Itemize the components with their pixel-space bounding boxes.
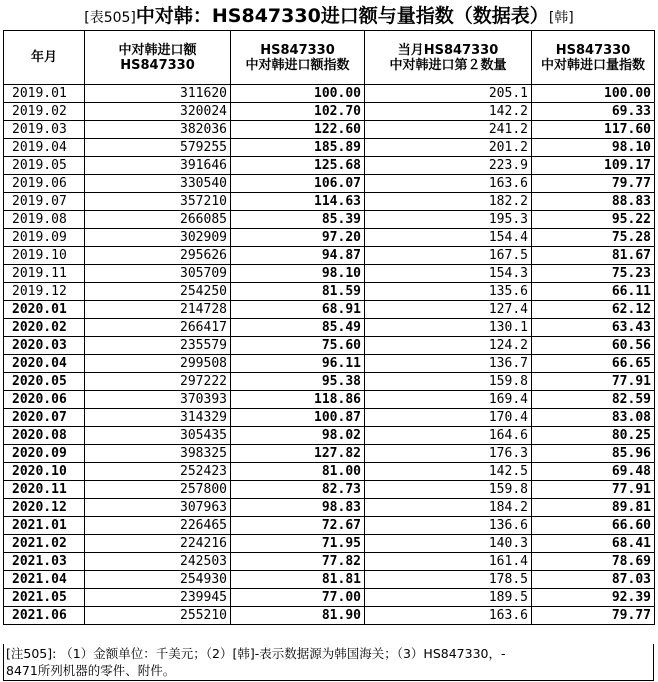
cell-month: 2019.02: [4, 103, 85, 121]
cell-quantity: 164.6: [365, 427, 532, 445]
cell-quantity-index: 87.03: [532, 571, 655, 589]
cell-quantity: 136.7: [365, 355, 532, 373]
cell-quantity-index: 62.12: [532, 301, 655, 319]
cell-value-index: 81.00: [231, 463, 365, 481]
cell-month: 2020.10: [4, 463, 85, 481]
cell-quantity-index: 75.23: [532, 265, 655, 283]
cell-month: 2019.09: [4, 229, 85, 247]
cell-month: 2020.05: [4, 373, 85, 391]
cell-value-index: 75.60: [231, 337, 365, 355]
table-row: [4, 193, 655, 211]
table-row: [4, 265, 655, 283]
source-tag: [韩]: [548, 10, 574, 26]
cell-month: 2020.06: [4, 391, 85, 409]
table-row: [4, 283, 655, 301]
cell-month: 2019.10: [4, 247, 85, 265]
cell-quantity: 154.3: [365, 265, 532, 283]
cell-quantity: 201.2: [365, 139, 532, 157]
cell-month: 2019.08: [4, 211, 85, 229]
cell-quantity-index: 80.25: [532, 427, 655, 445]
cell-import-value: 266085: [85, 211, 231, 229]
cell-month: 2021.06: [4, 607, 85, 625]
cell-import-value: 239945: [85, 589, 231, 607]
cell-month: 2019.12: [4, 283, 85, 301]
cell-quantity-index: 100.00: [532, 85, 655, 103]
footnote-line-2: 8471所列机器的零件、附件。: [6, 663, 176, 678]
cell-import-value: 302909: [85, 229, 231, 247]
cell-quantity: 195.3: [365, 211, 532, 229]
cell-quantity: 127.4: [365, 301, 532, 319]
table-row: [4, 553, 655, 571]
cell-import-value: 330540: [85, 175, 231, 193]
cell-quantity-index: 66.65: [532, 355, 655, 373]
cell-import-value: 320024: [85, 103, 231, 121]
cell-import-value: 299508: [85, 355, 231, 373]
cell-month: 2020.09: [4, 445, 85, 463]
page-title: [0, 0, 658, 30]
header-value-index: [231, 31, 365, 85]
cell-import-value: 254930: [85, 571, 231, 589]
header-line: 当月HS847330: [397, 42, 499, 58]
cell-quantity-index: 69.48: [532, 463, 655, 481]
cell-import-value: 242503: [85, 553, 231, 571]
cell-month: 2021.04: [4, 571, 85, 589]
table-row: [4, 499, 655, 517]
cell-value-index: 98.10: [231, 265, 365, 283]
cell-value-index: 81.90: [231, 607, 365, 625]
cell-month: 2021.03: [4, 553, 85, 571]
table-tag: [表505]: [84, 10, 136, 26]
cell-month: 2020.11: [4, 481, 85, 499]
cell-quantity: 142.2: [365, 103, 532, 121]
table-body: [4, 85, 655, 625]
footnote: [3, 644, 654, 681]
table-row: [4, 121, 655, 139]
cell-import-value: 305435: [85, 427, 231, 445]
cell-quantity: 163.6: [365, 607, 532, 625]
table-row: [4, 211, 655, 229]
cell-quantity-index: 98.10: [532, 139, 655, 157]
cell-month: 2020.01: [4, 301, 85, 319]
header-row: [4, 31, 655, 85]
cell-value-index: 85.49: [231, 319, 365, 337]
cell-quantity-index: 77.91: [532, 481, 655, 499]
cell-quantity-index: 69.33: [532, 103, 655, 121]
cell-quantity-index: 68.41: [532, 535, 655, 553]
cell-quantity: 159.8: [365, 481, 532, 499]
cell-quantity-index: 60.56: [532, 337, 655, 355]
cell-month: 2021.01: [4, 517, 85, 535]
cell-quantity: 136.6: [365, 517, 532, 535]
table-row: [4, 589, 655, 607]
cell-value-index: 82.73: [231, 481, 365, 499]
header-line: 中对韩进口额指数: [245, 57, 350, 73]
cell-quantity-index: 85.96: [532, 445, 655, 463]
table-row: [4, 229, 655, 247]
cell-value-index: 114.63: [231, 193, 365, 211]
cell-quantity: 154.4: [365, 229, 532, 247]
cell-value-index: 68.91: [231, 301, 365, 319]
cell-quantity: 140.3: [365, 535, 532, 553]
cell-month: 2020.12: [4, 499, 85, 517]
cell-quantity: 189.5: [365, 589, 532, 607]
cell-month: 2019.01: [4, 85, 85, 103]
cell-quantity: 241.2: [365, 121, 532, 139]
header-import-value: [85, 31, 231, 85]
header-quantity-index: [532, 31, 655, 85]
table-row: [4, 301, 655, 319]
cell-import-value: 214728: [85, 301, 231, 319]
cell-value-index: 100.87: [231, 409, 365, 427]
table-row: [4, 157, 655, 175]
cell-value-index: 81.81: [231, 571, 365, 589]
table-row: [4, 175, 655, 193]
cell-quantity-index: 83.08: [532, 409, 655, 427]
cell-quantity: 167.5: [365, 247, 532, 265]
cell-import-value: 295626: [85, 247, 231, 265]
cell-quantity-index: 66.11: [532, 283, 655, 301]
cell-value-index: 96.11: [231, 355, 365, 373]
cell-month: 2020.07: [4, 409, 85, 427]
cell-value-index: 95.38: [231, 373, 365, 391]
table-row: [4, 373, 655, 391]
table-row: [4, 481, 655, 499]
cell-quantity-index: 63.43: [532, 319, 655, 337]
cell-quantity: 169.4: [365, 391, 532, 409]
cell-quantity-index: 78.69: [532, 553, 655, 571]
cell-import-value: 314329: [85, 409, 231, 427]
cell-month: 2019.04: [4, 139, 85, 157]
cell-quantity: 182.2: [365, 193, 532, 211]
table-row: [4, 319, 655, 337]
cell-value-index: 71.95: [231, 535, 365, 553]
cell-value-index: 125.68: [231, 157, 365, 175]
cell-quantity-index: 77.91: [532, 373, 655, 391]
cell-quantity: 135.6: [365, 283, 532, 301]
cell-month: 2019.06: [4, 175, 85, 193]
cell-import-value: 391646: [85, 157, 231, 175]
cell-value-index: 118.86: [231, 391, 365, 409]
cell-month: 2020.04: [4, 355, 85, 373]
cell-quantity: 176.3: [365, 445, 532, 463]
table-row: [4, 247, 655, 265]
cell-quantity-index: 95.22: [532, 211, 655, 229]
header-line: HS847330: [555, 42, 631, 58]
table-row: [4, 607, 655, 625]
cell-quantity-index: 82.59: [532, 391, 655, 409]
cell-import-value: 226465: [85, 517, 231, 535]
cell-value-index: 94.87: [231, 247, 365, 265]
cell-quantity-index: 92.39: [532, 589, 655, 607]
cell-import-value: 224216: [85, 535, 231, 553]
table-row: [4, 103, 655, 121]
cell-import-value: 398325: [85, 445, 231, 463]
table-row: [4, 445, 655, 463]
cell-quantity: 159.8: [365, 373, 532, 391]
footnote-line-1: [注505]: （1）金额单位：千美元；（2）[韩]-表示数据源为韩国海关；（3）HS847330，-: [6, 646, 506, 661]
cell-import-value: 257800: [85, 481, 231, 499]
cell-import-value: 305709: [85, 265, 231, 283]
cell-month: 2020.03: [4, 337, 85, 355]
table-row: [4, 391, 655, 409]
cell-import-value: 297222: [85, 373, 231, 391]
cell-quantity-index: 109.17: [532, 157, 655, 175]
cell-value-index: 77.82: [231, 553, 365, 571]
cell-value-index: 77.00: [231, 589, 365, 607]
cell-month: 2021.02: [4, 535, 85, 553]
table-row: [4, 139, 655, 157]
cell-import-value: 254250: [85, 283, 231, 301]
cell-value-index: 127.82: [231, 445, 365, 463]
cell-quantity: 223.9: [365, 157, 532, 175]
cell-month: 2019.05: [4, 157, 85, 175]
table-row: [4, 571, 655, 589]
cell-import-value: 382036: [85, 121, 231, 139]
cell-month: 2020.02: [4, 319, 85, 337]
cell-quantity: 170.4: [365, 409, 532, 427]
table-row: [4, 517, 655, 535]
cell-value-index: 100.00: [231, 85, 365, 103]
cell-value-index: 98.83: [231, 499, 365, 517]
cell-value-index: 106.07: [231, 175, 365, 193]
header-line: 中对韩进口额: [118, 42, 197, 58]
cell-value-index: 98.02: [231, 427, 365, 445]
cell-quantity-index: 88.83: [532, 193, 655, 211]
cell-month: 2020.08: [4, 427, 85, 445]
cell-quantity-index: 79.77: [532, 607, 655, 625]
cell-month: 2021.05: [4, 589, 85, 607]
cell-value-index: 97.20: [231, 229, 365, 247]
cell-value-index: 81.59: [231, 283, 365, 301]
header-month: [4, 31, 85, 85]
cell-quantity-index: 75.28: [532, 229, 655, 247]
cell-value-index: 102.70: [231, 103, 365, 121]
cell-quantity: 130.1: [365, 319, 532, 337]
table-row: [4, 409, 655, 427]
cell-import-value: 255210: [85, 607, 231, 625]
cell-quantity: 142.5: [365, 463, 532, 481]
cell-quantity: 124.2: [365, 337, 532, 355]
header-line: 年月: [30, 50, 57, 65]
header-line: HS847330: [260, 42, 335, 58]
cell-import-value: 266417: [85, 319, 231, 337]
cell-import-value: 311620: [85, 85, 231, 103]
cell-value-index: 72.67: [231, 517, 365, 535]
cell-import-value: 252423: [85, 463, 231, 481]
table-row: [4, 535, 655, 553]
cell-quantity: 161.4: [365, 553, 532, 571]
cell-quantity-index: 66.60: [532, 517, 655, 535]
data-table: [3, 30, 655, 625]
table-row: [4, 427, 655, 445]
header-quantity: [365, 31, 532, 85]
cell-import-value: 307963: [85, 499, 231, 517]
cell-quantity-index: 79.77: [532, 175, 655, 193]
cell-import-value: 370393: [85, 391, 231, 409]
cell-quantity: 184.2: [365, 499, 532, 517]
cell-quantity-index: 89.81: [532, 499, 655, 517]
table-row: [4, 85, 655, 103]
header-line: 中对韩进口量指数: [540, 57, 645, 73]
table-row: [4, 463, 655, 481]
cell-month: 2019.03: [4, 121, 85, 139]
cell-quantity-index: 81.67: [532, 247, 655, 265]
cell-month: 2019.11: [4, 265, 85, 283]
cell-quantity: 178.5: [365, 571, 532, 589]
title-text: 中对韩：HS847330进口额与量指数（数据表）: [135, 5, 549, 27]
header-line: 中对韩进口第２数量: [389, 57, 507, 73]
cell-import-value: 579255: [85, 139, 231, 157]
table-row: [4, 337, 655, 355]
cell-quantity: 163.6: [365, 175, 532, 193]
cell-value-index: 122.60: [231, 121, 365, 139]
cell-value-index: 185.89: [231, 139, 365, 157]
cell-value-index: 85.39: [231, 211, 365, 229]
cell-quantity: 205.1: [365, 85, 532, 103]
table-row: [4, 355, 655, 373]
header-line: HS847330: [120, 57, 195, 73]
cell-import-value: 357210: [85, 193, 231, 211]
cell-quantity-index: 117.60: [532, 121, 655, 139]
cell-import-value: 235579: [85, 337, 231, 355]
cell-month: 2019.07: [4, 193, 85, 211]
